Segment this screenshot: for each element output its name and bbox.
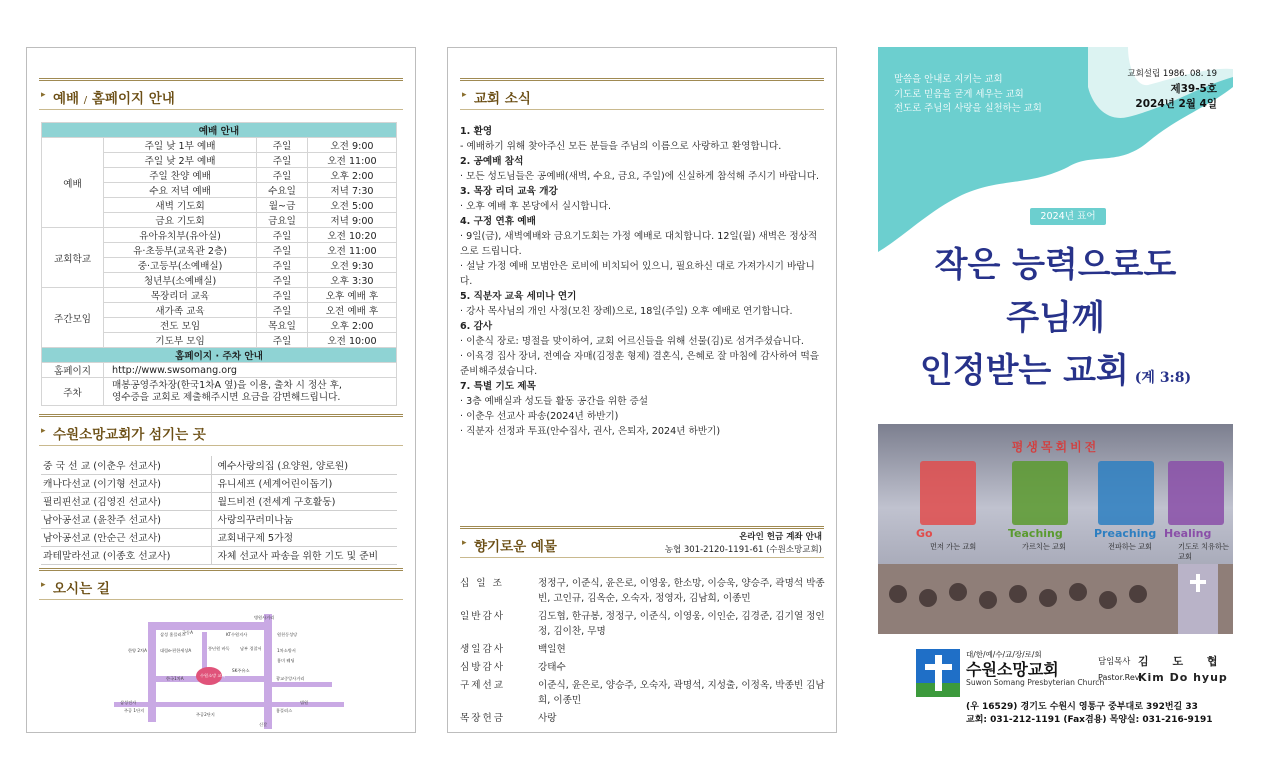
schedule-cell: 수요 저녁 예배 (104, 183, 257, 198)
schedule-cell: 주일 (257, 273, 308, 288)
homepage-label: 홈페이지 (42, 363, 104, 378)
news-body: · 설날 가정 예배 모범안은 로비에 비치되어 있으니, 필요하신 대로 가져가시기 바랍니다. (460, 261, 815, 287)
offering-names: 이준식, 윤은로, 양승주, 오숙자, 곽명석, 지성출, 이정옥, 박종빈 김남희, 이종민 (538, 680, 825, 706)
motto: 기도로 믿음을 굳게 세우는 교회 (894, 88, 1024, 100)
worship-schedule-table (41, 122, 397, 406)
schedule-cell: 오전 10:00 (307, 333, 396, 348)
news-list (460, 124, 826, 439)
map-label: 법원 (300, 700, 309, 705)
schedule-cell: 오전 예배 후 (307, 303, 396, 318)
schedule-cell: 수요일 (257, 183, 308, 198)
schedule-cell: 저녁 9:00 (307, 213, 396, 228)
arrow-icon: ▸ (41, 90, 46, 100)
mission-row (41, 510, 397, 528)
homepage-url[interactable]: http://www.swsomang.org (104, 363, 397, 378)
mission-section-header (39, 414, 403, 446)
news-body: · 강사 목사님의 개인 사정(모친 장례)으로, 18일(주일) 오후 예배로 연기합니다. (460, 306, 793, 317)
schedule-cell: 주일 (257, 243, 308, 258)
theme-reference: (계 3:8) (1134, 370, 1192, 386)
mission-cell: 남아공선교 (윤찬주 선교사) (41, 510, 211, 528)
offering-label: 십 일 조 (460, 578, 504, 589)
schedule-cell: 월~금 (257, 198, 308, 213)
church-news-panel (447, 47, 837, 733)
schedule-row (42, 228, 397, 243)
map-label: 수원소망 교회 (200, 673, 226, 678)
bulletin-cover (878, 47, 1233, 733)
map-label: 주공 1단지 (124, 708, 145, 713)
schedule-cell: 주일 (257, 153, 308, 168)
news-body: - 예배하기 위해 찾아주신 모든 분들을 주님의 이름으로 사랑하고 환영합니다. (460, 141, 782, 152)
map-label: 신갈 (259, 722, 268, 727)
map-section-title: 오시는 길 (53, 581, 110, 597)
mission-cell: 자체 선교사 파송을 위한 기도 및 준비 (211, 546, 397, 564)
offering-row (460, 660, 826, 675)
vision-subtitle: 가르치는 교회 (1022, 542, 1066, 551)
issue-date: 2024년 2월 4일 (1135, 98, 1217, 110)
vision-photo (878, 424, 1233, 634)
mission-table (41, 456, 397, 565)
schedule-cell: 목요일 (257, 318, 308, 333)
news-title: 3. 목장 리더 교육 개강 (460, 186, 558, 197)
news-body: · 직분자 선정과 투표(안수집사, 권사, 은퇴자, 2024년 하반기) (460, 426, 721, 437)
vision-subtitle: 먼저 가는 교회 (930, 542, 977, 551)
mission-row (41, 546, 397, 564)
theme-line-2: 주님께 (1006, 298, 1105, 338)
map-label: 삼성전자 (120, 700, 137, 705)
mission-cell: 과테말라선교 (이종호 선교사) (41, 546, 211, 564)
news-item (460, 319, 826, 379)
vision-label: Healing (1164, 527, 1212, 540)
mission-row (41, 456, 397, 474)
offering-label: 구제선교 (460, 680, 506, 691)
schedule-cell: 주일 (257, 303, 308, 318)
schedule-cell: 주일 (257, 228, 308, 243)
mission-row (41, 474, 397, 492)
mission-section-title: 수원소망교회가 섬기는 곳 (53, 427, 206, 443)
church-logo-icon (916, 649, 960, 697)
schedule-cell: 오후 2:00 (307, 318, 396, 333)
bank-info (665, 531, 822, 557)
mission-cell: 필리핀선교 (김영진 선교사) (41, 492, 211, 510)
schedule-group: 예배 (42, 138, 104, 228)
motto: 말씀을 안내로 지키는 교회 (894, 74, 1003, 85)
denomination: 대/한/예/수/교/장/로/회 (966, 650, 1042, 659)
map-label: 삼성 홈플러스 (160, 632, 186, 637)
map-label: 1차소방서 (277, 648, 296, 653)
vision-subtitle: 기도로 치유하는 교회 (1178, 542, 1229, 561)
issue-info (1127, 67, 1217, 112)
schedule-cell: 오전 5:00 (307, 198, 396, 213)
map-label: 남부 경찰서 (240, 646, 262, 651)
schedule-row (42, 138, 397, 153)
news-body: · 오후 예배 후 본당에서 실시합니다. (460, 201, 612, 212)
vision-label: Go (916, 527, 933, 540)
church-english-name: Suwon Somang Presbyterian Church (966, 678, 1105, 687)
offering-list (460, 576, 826, 729)
offering-names: 정정구, 이준식, 윤은로, 이영웅, 한소망, 이승욱, 양승주, 곽명석 박종빈, 고인규, 김옥순, 오숙자, 정영자, 김남희, 이종민 (538, 578, 825, 604)
news-title: 6. 감사 (460, 321, 493, 332)
vision-subtitle: 전파하는 교회 (1108, 542, 1152, 551)
map-label: 한국1차A (166, 676, 184, 681)
news-item (460, 184, 826, 214)
schedule-cell: 오전 10:20 (307, 228, 396, 243)
worship-section-title: 예배 / 홈페이지 안내 (53, 91, 175, 107)
map-label: 원천동성당 (277, 632, 298, 637)
vision-card (1168, 461, 1224, 525)
news-title: 5. 직분자 교육 세미나 연기 (460, 291, 577, 302)
theme-line-3-text: 인정받는 교회 (919, 351, 1129, 391)
vision-label: Teaching (1008, 527, 1063, 540)
schedule-cell: 기도부 모임 (104, 333, 257, 348)
offering-row (460, 678, 826, 708)
theme-badge: 2024년 표어 (1030, 208, 1106, 225)
mission-row (41, 492, 397, 510)
church-address (966, 701, 1213, 727)
map-label: 대림e-편한세상A (160, 648, 192, 653)
news-item (460, 379, 826, 439)
directions-map (114, 614, 344, 729)
map-label: 주공2단지 (196, 712, 215, 717)
schedule-cell: 주일 낮 2부 예배 (104, 153, 257, 168)
mission-cell: 중 국 선 교 (이춘우 선교사) (41, 456, 211, 474)
offering-row (460, 609, 826, 639)
map-label: 한양 2차A (128, 648, 147, 653)
schedule-cell: 주일 찬양 예배 (104, 168, 257, 183)
schedule-cell: 유·초등부(교육관 2층) (104, 243, 257, 258)
theme-line-1: 작은 능력으로도 (934, 245, 1177, 285)
news-body: · 이춘식 장로: 명절을 맞이하여, 교회 어르신들을 위해 선물(김)로 섬겨주셨습니다. (460, 336, 804, 347)
parking-label: 주차 (42, 378, 104, 406)
news-section-title: 교회 소식 (474, 91, 531, 107)
church-mottos (894, 73, 1042, 117)
offering-names: 강태수 (538, 662, 566, 673)
map-label: 광교중앙사거리 (276, 676, 305, 681)
offering-label: 생일감사 (460, 644, 506, 655)
vision-card (920, 461, 976, 525)
homepage-header: 홈페이지 · 주차 안내 (42, 348, 397, 363)
pastor-english-name: Kim Do hyup (1138, 671, 1228, 684)
schedule-cell: 오전 11:00 (307, 243, 396, 258)
schedule-cell: 오전 9:30 (307, 258, 396, 273)
bank-title: 온라인 헌금 계좌 안내 (739, 532, 822, 542)
schedule-cell: 주일 (257, 333, 308, 348)
news-item (460, 214, 826, 289)
news-body: · 모든 성도님들은 공예배(새벽, 수요, 금요, 주일)에 신실하게 참석해 주시기 바랍니다. (460, 171, 820, 182)
mission-cell: 남아공선교 (안순근 선교사) (41, 528, 211, 546)
news-item (460, 124, 826, 154)
schedule-cell: 주일 (257, 168, 308, 183)
mission-cell: 교회내구제 5가정 (211, 528, 397, 546)
news-body: · 3층 예배실과 성도들 활동 공간을 위한 증설 (460, 396, 649, 407)
schedule-cell: 오전 11:00 (307, 153, 396, 168)
mission-row (41, 528, 397, 546)
schedule-cell: 주일 (257, 138, 308, 153)
offering-names: 김도협, 한규봉, 정정구, 이준식, 이영웅, 이인순, 김경준, 김기열 정인정, 김이찬, 무명 (538, 611, 825, 637)
news-body: · 이춘우 선교사 파송(2024년 하반기) (460, 411, 619, 422)
schedule-cell: 새벽 기도회 (104, 198, 257, 213)
offering-section-title: 향기로운 예물 (474, 539, 557, 555)
phone: 교회: 031-212-1191 (Fax겸용) 목양실: 031-216-9191 (966, 715, 1213, 725)
theme-line-3 (878, 343, 1233, 392)
schedule-cell: 주일 (257, 288, 308, 303)
offering-row (460, 711, 826, 726)
church-info (878, 645, 1233, 733)
map-label: KT수원지사 (226, 632, 248, 637)
offering-label: 목장헌금 (460, 713, 506, 724)
schedule-cell: 유아유치부(유아실) (104, 228, 257, 243)
offering-label: 일반감사 (460, 611, 506, 622)
map-label: 병원사거리 (254, 615, 275, 620)
map-label: 홈플러스 (276, 708, 293, 713)
offering-names: 사랑 (538, 713, 557, 724)
arrow-icon: ▸ (41, 426, 46, 436)
schedule-cell: 오후 예배 후 (307, 288, 396, 303)
parking-info (104, 378, 397, 406)
schedule-cell: 전도 모임 (104, 318, 257, 333)
mission-cell: 월드비전 (전세계 구호활동) (211, 492, 397, 510)
map-label: 국동A (182, 630, 193, 635)
schedule-row (42, 288, 397, 303)
congregation-image (878, 564, 1233, 634)
news-title: 2. 공예배 참석 (460, 156, 524, 167)
offering-row (460, 576, 826, 606)
schedule-cell: 중·고등부(소예배실) (104, 258, 257, 273)
mission-cell: 예수사랑의집 (요양원, 양로원) (211, 456, 397, 474)
vision-card (1012, 461, 1068, 525)
schedule-cell: 새가족 교육 (104, 303, 257, 318)
mission-cell: 사랑의꾸러미나눔 (211, 510, 397, 528)
news-title: 7. 특별 기도 제목 (460, 381, 536, 392)
parking-line: 영수증을 교회로 제출해주시면 요금을 감면해드립니다. (112, 391, 341, 403)
news-body: · 9일(금), 새벽예배와 금요기도회는 가정 예배로 대치합니다. 12일(월) 새벽은 정상적으로 드립니다. (460, 231, 818, 257)
address: (우 16529) 경기도 수원시 영통구 중부대로 392번길 33 (966, 702, 1198, 712)
motto: 전도로 주님의 사랑을 실천하는 교회 (894, 103, 1042, 114)
news-title: 1. 환영 (460, 126, 493, 137)
founded-date: 교회설립 1986. 08. 19 (1127, 69, 1217, 79)
mission-cell: 캐나다선교 (이기형 선교사) (41, 474, 211, 492)
offering-row (460, 642, 826, 657)
map-label: SK주유소 (232, 668, 250, 673)
schedule-cell: 금요일 (257, 213, 308, 228)
worship-section-header (39, 78, 403, 110)
arrow-icon: ▸ (462, 90, 467, 100)
bank-account: 농협 301-2120-1191-61 (수원소망교회) (664, 545, 822, 555)
schedule-cell: 주일 (257, 258, 308, 273)
schedule-group: 주간모임 (42, 288, 104, 348)
offering-names: 백일현 (538, 644, 566, 655)
news-item (460, 289, 826, 319)
schedule-cell: 오후 2:00 (307, 168, 396, 183)
mission-cell: 유니세프 (세계어린이돕기) (211, 474, 397, 492)
schedule-header: 예배 안내 (42, 123, 397, 138)
schedule-group: 교회학교 (42, 228, 104, 288)
schedule-cell: 오후 3:30 (307, 273, 396, 288)
map-label: 홈미 웨딩 (277, 658, 295, 663)
arrow-icon: ▸ (462, 538, 467, 548)
church-name: 수원소망교회 (966, 660, 1059, 679)
pastor-label: 담임목사 (1098, 656, 1131, 666)
offering-label: 심방감사 (460, 662, 506, 673)
parking-line: 매봉공영주차장(한국1차A 옆)을 이용, 출차 시 정산 후, (112, 379, 342, 391)
map-section-header (39, 568, 403, 600)
schedule-cell: 오전 9:00 (307, 138, 396, 153)
news-body: · 이육경 집사 장녀, 전예슬 자매(김정훈 형제) 결혼식, 은혜로 잘 마침에 감사하여 떡을 준비해주셨습니다. (460, 351, 820, 377)
vision-card (1098, 461, 1154, 525)
schedule-cell: 청년부(소예배실) (104, 273, 257, 288)
schedule-cell: 저녁 7:30 (307, 183, 396, 198)
vision-label: Preaching (1094, 527, 1157, 540)
pastor-english-label: Pastor.Rev. (1098, 673, 1142, 682)
schedule-cell: 주일 낮 1부 예배 (104, 138, 257, 153)
schedule-cell: 금요 기도회 (104, 213, 257, 228)
issue-number: 제39-5호 (1170, 83, 1217, 95)
arrow-icon: ▸ (41, 580, 46, 590)
news-item (460, 154, 826, 184)
news-title: 4. 구정 연휴 예배 (460, 216, 536, 227)
vision-title: 평생목회비전 (1011, 440, 1100, 454)
news-section-header (460, 78, 824, 110)
map-label: 풍년원 바둑 (208, 646, 230, 651)
pastor-name: 김 도 협 (1138, 655, 1228, 668)
schedule-cell: 목장리더 교육 (104, 288, 257, 303)
